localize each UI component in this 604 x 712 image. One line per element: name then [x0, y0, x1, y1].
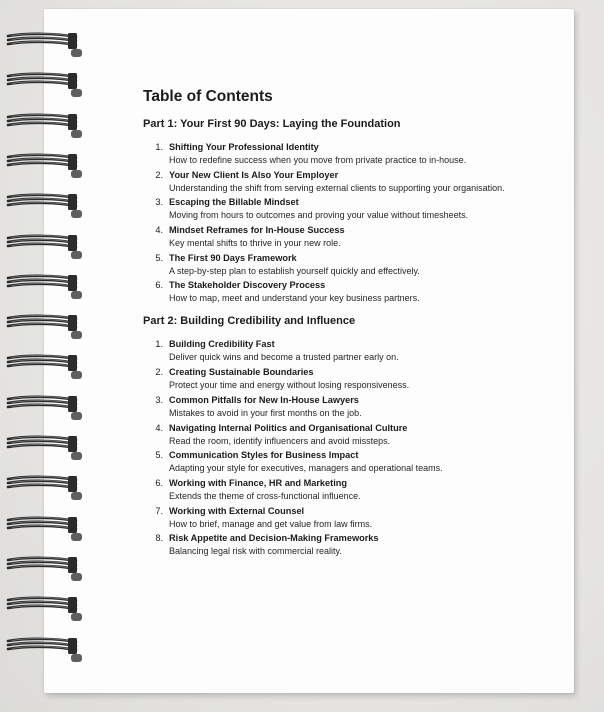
chapter-title: Mindset Reframes for In-House Success: [169, 225, 345, 236]
chapter-description: How to redefine success when you move from private practice to in-house.: [169, 155, 467, 165]
chapter-description: Adapting your style for executives, managers and operational teams.: [169, 463, 443, 474]
chapter-description: Deliver quick wins and become a trusted partner early on.: [169, 352, 399, 363]
chapter-title: Navigating Internal Politics and Organisational Culture: [169, 422, 408, 433]
chapter-title: The First 90 Days Framework: [169, 252, 297, 263]
table-of-contents: [143, 88, 573, 568]
part-heading: Part 2: Building Credibility and Influence: [143, 315, 356, 328]
chapter-title: Escaping the Billable Mindset: [169, 197, 299, 208]
chapter-number: 3.: [155, 197, 163, 208]
chapter-description: Balancing legal risk with commercial reality.: [169, 546, 342, 557]
chapter-description: How to map, meet and understand your key business partners.: [169, 293, 420, 304]
chapter-title: Building Credibility Fast: [169, 339, 275, 350]
spiral-coil: [6, 273, 78, 293]
spiral-coil: [6, 313, 78, 333]
chapter-title: Working with Finance, HR and Marketing: [169, 477, 347, 488]
chapter-number: 5.: [155, 252, 163, 263]
chapter-description: Understanding the shift from serving external clients to supporting your organisation.: [169, 182, 505, 193]
chapter-title: The Stakeholder Discovery Process: [169, 280, 326, 291]
chapter-item: [143, 477, 573, 503]
spiral-coil: [6, 636, 78, 656]
chapter-title: Risk Appetite and Decision-Making Frameworks: [169, 533, 379, 544]
chapter-number: 5.: [155, 450, 163, 461]
chapter-number: 8.: [155, 533, 163, 544]
chapter-description: A step-by-step plan to establish yourself quickly and effectively.: [169, 265, 420, 276]
chapter-title: Shifting Your Professional Identity: [169, 142, 319, 152]
part-heading: Part 1: Your First 90 Days: Laying the Foundation: [143, 118, 401, 130]
chapter-number: 2.: [155, 367, 163, 378]
chapter-item: [143, 279, 573, 305]
chapter-description: Extends the theme of cross-functional influence.: [169, 490, 361, 501]
spiral-coil: [6, 515, 78, 535]
spiral-coil: [6, 112, 78, 132]
chapter-item: [143, 505, 573, 531]
chapter-title: Communication Styles for Business Impact: [169, 450, 359, 461]
spiral-coil: [6, 152, 78, 172]
chapter-description: How to brief, manage and get value from law firms.: [169, 518, 373, 529]
chapter-item: [143, 224, 573, 250]
chapter-number: 2.: [155, 169, 163, 180]
part-1: [143, 118, 573, 305]
spiral-coil: [6, 31, 78, 51]
spiral-coil: [6, 71, 78, 91]
chapter-description: Protect your time and energy without losing responsiveness.: [169, 380, 410, 391]
chapter-title: Creating Sustainable Boundaries: [169, 367, 314, 378]
chapter-item: [143, 169, 573, 195]
chapter-item: [143, 141, 573, 167]
chapter-title: Working with External Counsel: [169, 505, 305, 516]
chapter-description: Moving from hours to outcomes and proving your value without timesheets.: [169, 210, 469, 221]
spiral-coil: [6, 595, 78, 615]
chapter-item: [143, 252, 573, 278]
chapter-list: [143, 338, 573, 558]
chapter-item: [143, 196, 573, 222]
chapter-number: 6.: [155, 477, 163, 488]
spiral-coil: [6, 474, 78, 494]
chapter-item: [143, 532, 573, 558]
spiral-coil: [6, 434, 78, 454]
chapter-list: [143, 141, 573, 305]
chapter-number: 4.: [155, 422, 163, 433]
toc-title: Table of Contents: [143, 88, 273, 105]
chapter-number: 1.: [155, 142, 163, 152]
chapter-item: [143, 394, 573, 420]
chapter-number: 4.: [155, 225, 163, 236]
chapter-item: [143, 422, 573, 448]
chapter-number: 6.: [155, 280, 163, 291]
chapter-number: 1.: [155, 339, 163, 350]
chapter-item: [143, 338, 573, 364]
spiral-coil: [6, 192, 78, 212]
spiral-coil: [6, 353, 78, 373]
spiral-coil: [6, 233, 78, 253]
chapter-number: 3.: [155, 394, 163, 405]
chapter-description: Mistakes to avoid in your first months on the job.: [169, 407, 362, 418]
chapter-description: Key mental shifts to thrive in your new role.: [169, 238, 341, 249]
spiral-coil: [6, 555, 78, 575]
part-2: [143, 315, 573, 558]
chapter-description: Read the room, identify influencers and avoid missteps.: [169, 435, 391, 446]
chapter-number: 7.: [155, 505, 163, 516]
chapter-title: Common Pitfalls for New In-House Lawyers: [169, 394, 359, 405]
chapter-item: [143, 366, 573, 392]
chapter-title: Your New Client Is Also Your Employer: [169, 169, 339, 180]
chapter-item: [143, 449, 573, 475]
spiral-coil: [6, 394, 78, 414]
